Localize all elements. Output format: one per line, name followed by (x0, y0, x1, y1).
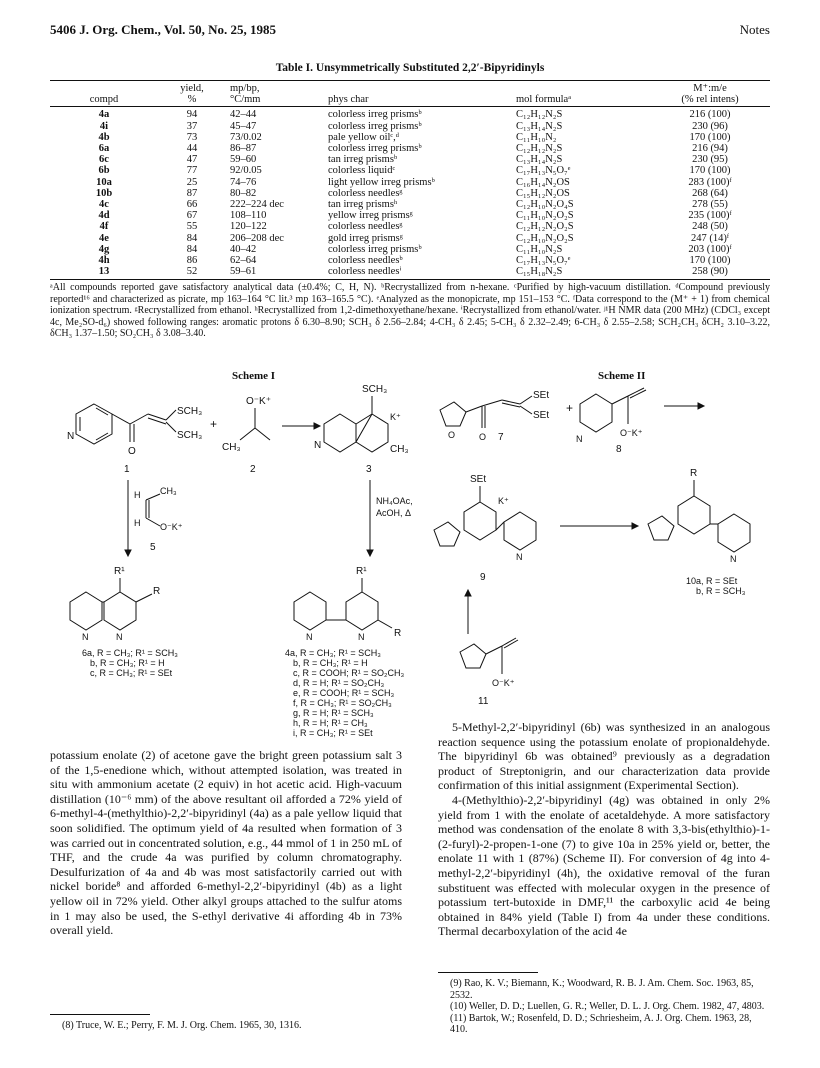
r1-label: R¹ (114, 566, 125, 577)
table-cell: C₁₇H₁₃N₅O₇ᵉ (516, 255, 571, 267)
compound-6-structure (70, 566, 160, 642)
table-cell: C₁₂H₁₂N₂S (516, 109, 563, 121)
col-header: phys char (324, 94, 512, 107)
table-cell: 94 (186, 109, 198, 121)
compound-7-structure (440, 390, 549, 443)
legend-line: f, R = CH₃; R¹ = SO₂CH₃ (293, 698, 392, 708)
legend-line: c, R = CH₃; R¹ = SEt (90, 668, 173, 678)
table-cell: 4h (98, 255, 110, 267)
table-cell: 206–208 dec (230, 232, 284, 244)
table-cell: C₁₇H₁₃N₅O₇ᵉ (516, 165, 571, 177)
table-row (50, 143, 770, 154)
scheme-i-title: Scheme I (232, 370, 276, 382)
reference: (10) Weller, D. D.; Luellen, G. R.; Weller, D. L. J. Org. Chem. 1982, 47, 4803. (450, 1001, 765, 1012)
compound-8-structure (576, 388, 646, 455)
table-cell: C₁₂H₁₂N₂S (516, 143, 563, 155)
legend-line: c, R = COOH; R¹ = SO₂CH₃ (293, 668, 405, 678)
table-cell: light yellow irreg prismsᵇ (328, 176, 435, 188)
r-label: R (153, 586, 161, 597)
table-cell: gold irreg prismsᵍ (328, 232, 403, 244)
compound-number: 5 (150, 542, 156, 553)
compound-number: 8 (616, 444, 622, 455)
col-header: mol formulaᵃ (512, 94, 650, 107)
sch3-label: SCH₃ (177, 406, 203, 417)
table-cell: C₁₃H₁₄N₂S (516, 120, 563, 132)
table-row (50, 177, 770, 188)
r-label: R (690, 468, 698, 479)
legend-line: i, R = CH₃; R¹ = SEt (293, 728, 373, 738)
n-atom-label: N (314, 440, 322, 451)
table-cell: C₁₃H₁₄N₂S (516, 154, 563, 166)
paragraph: 4-(Methylthio)-2,2′-bipyridinyl (4g) was obtained in only 2% yield from 1 with the enolate of acetaldehyde. A more satisfactory method was condensation of the enolate 8 with 3,3-bis(ethylthio)-1-(2-furyl)-2-propen-1-one (7) to give 10a in 25% yield or, better, the enolate 11 with 1 (87%) (Scheme II). For conversion of 4g into 4-methyl-2,2′-bipyridinyl (4h), the oxidative removal of the furan substituent was effected with molecular oxygen in the presence of potassium tert-butoxide in DMF,¹¹ the carboxylic acid 4e being obtained in 84% yield (Table I) from 4a under these conditions. Thermal decarboxylation of the acid 4e (438, 792, 770, 939)
table-row (50, 188, 770, 199)
table-cell: colorless needlesᵍ (328, 221, 403, 233)
table-cell: 6b (98, 165, 110, 177)
table-cell: 84 (186, 243, 198, 255)
table-cell: 4d (98, 210, 110, 222)
ok-label: O⁻K⁺ (160, 522, 183, 532)
table-cell: 55 (186, 221, 198, 233)
table-cell: 37 (186, 120, 198, 132)
compound-10-structure (648, 468, 750, 564)
plus-sign: + (210, 417, 218, 431)
table-cell: 86 (186, 255, 198, 267)
n-atom-label: N (82, 632, 89, 642)
legend-line: d, R = H; R¹ = SO₂CH₃ (293, 678, 385, 688)
table-cell: 10b (95, 187, 113, 199)
compound-number: 2 (250, 464, 256, 475)
table-cell: 230 (96) (692, 120, 728, 132)
table-cell: 84 (186, 232, 198, 244)
reagent-label: AcOH, Δ (376, 508, 412, 518)
table-cell: colorless needlesᵍ (328, 187, 403, 199)
table-cell: 120–122 (230, 221, 267, 233)
table-cell: 86–87 (230, 143, 257, 155)
references-left (62, 1020, 402, 1032)
n-atom-label: N (576, 434, 583, 444)
reference: (8) Truce, W. E.; Perry, F. M. J. Org. Chem. 1965, 30, 1316. (62, 1020, 302, 1031)
n-atom-label: N (516, 552, 523, 562)
table-cell: 230 (95) (692, 154, 728, 166)
n-atom-label: N (730, 554, 737, 564)
table-row (50, 221, 770, 232)
table-cell: colorless irreg prismsᵇ (328, 143, 422, 155)
table-cell: 258 (90) (650, 266, 770, 280)
reagent-label: NH₄OAc, (376, 496, 413, 506)
table-cell: 25 (186, 176, 198, 188)
col-header: compd (50, 94, 158, 107)
ch3-label: CH₃ (160, 486, 177, 496)
col-header: °C/mm (226, 94, 324, 107)
table-cell: 4c (99, 199, 109, 211)
table-cell: C₁₂H₁₀N₂O₂S (516, 232, 574, 244)
table-row (50, 121, 770, 132)
table-row (50, 154, 770, 165)
table-cell: 6a (98, 143, 110, 155)
footnote-rule (438, 972, 538, 973)
legend-line: 6a, R = CH₃; R¹ = SCH₃ (82, 648, 178, 658)
col-header (512, 81, 650, 95)
table-cell: 4g (98, 243, 110, 255)
table-cell: C₁₁H₁₀N₂S (516, 243, 563, 255)
compound-3-structure (314, 384, 409, 475)
sch3-label: SCH₃ (177, 430, 203, 441)
plus-sign: + (566, 401, 574, 415)
table-row (50, 255, 770, 266)
table-cell: 62–64 (230, 255, 257, 267)
legend-line: 4a, R = CH₃; R¹ = SCH₃ (285, 648, 381, 658)
table-row (50, 233, 770, 244)
table-cell: colorless needlesᵇ (328, 255, 403, 267)
set-label: SEt (470, 474, 487, 485)
table-body (50, 107, 770, 280)
table-cell: C₁₁H₁₀N₂O₂S (516, 210, 574, 222)
table-cell: C₁₁H₁₀N₂ (516, 131, 557, 143)
table-row (50, 165, 770, 176)
legend-line: b, R = SCH₃ (696, 586, 746, 596)
table-cell: 87 (186, 187, 198, 199)
compound-1-structure (67, 404, 202, 475)
r1-label: R¹ (356, 566, 367, 577)
table-cell: 235 (100)ᶠ (688, 210, 732, 222)
o-atom-label: O (479, 432, 487, 442)
table-header-row (50, 94, 770, 107)
compound-4-structure (294, 566, 401, 642)
table-cell: 4b (98, 131, 110, 143)
legend-line: b, R = CH₃; R¹ = H (293, 658, 368, 668)
table-cell: 216 (94) (692, 143, 728, 155)
table-cell: 268 (64) (692, 187, 728, 199)
legend-line: h, R = H; R¹ = CH₃ (293, 718, 368, 728)
n-atom-label: N (67, 431, 75, 442)
page-citation: 5406 J. Org. Chem., Vol. 50, No. 25, 1985 (50, 22, 277, 37)
table-cell: C₁₆H₁₄N₂OS (516, 176, 570, 188)
scheme-ii-structures (420, 384, 780, 714)
table-cell: pale yellow oilᶜ,ᵈ (328, 131, 399, 143)
table-row (50, 132, 770, 143)
table-row (50, 244, 770, 255)
compound-5-structure (134, 486, 183, 553)
legend-line: e, R = COOH; R¹ = SCH₃ (293, 688, 395, 698)
table-cell: 77 (186, 165, 198, 177)
table-cell: 47 (186, 154, 198, 166)
col-header: yield, (158, 81, 226, 95)
o-atom-label: O (128, 446, 136, 457)
table-cell: 170 (100) (689, 131, 731, 143)
table-cell: 42–44 (230, 109, 257, 121)
compound-number: 1 (124, 464, 130, 475)
scheme-i-structures (50, 384, 420, 684)
table-cell: 247 (14)ᶠ (690, 232, 730, 244)
reference: (11) Bartok, W.; Rosenfeld, D. D.; Schriesheim, A. J. Org. Chem. 1963, 28, 410. (450, 1012, 752, 1035)
n-atom-label: N (116, 632, 123, 642)
paragraph: 5-Methyl-2,2′-bipyridinyl (6b) was synthesized in an analogous reaction sequence using the potassium enolate of propionaldehyde. The bipyridinyl 6b was obtained⁹ previously as a degradation product of Streptonigrin, and our characterization data provide confirmation of this initial assignment (Experimental Section). (438, 720, 770, 793)
data-table (50, 80, 770, 280)
table-cell: 52 (158, 266, 226, 280)
table-cell: colorless irreg prismsᵇ (328, 109, 422, 121)
table-cell: 283 (100)ᶠ (688, 176, 732, 188)
compound-number: 7 (498, 432, 504, 443)
table-cell: 4e (99, 232, 109, 244)
table-row (50, 199, 770, 210)
r-label: R (394, 628, 402, 639)
table-footnotes: ᵃAll compounds reported gave satisfactory analytical data (±0.4%; C, H, N). ᵇRecrystallized from n-hexane. ᶜPurified by high-vacuum distillation. ᵈCompound previously reported¹⁶ and characterized as picrate, mp 163–164 °C lit.³ mp 163–165.5 °C). ᵉAnalyzed as the monopicrate, mp 151–153 °C. ᶠData correspond to the (M⁺ + 1) from chemical ionization spectrum. ᵍRecrystallized from ethanol. ʰRecrystallized from 1,2-dimethoxyethane/hexane. ⁱRecrystallized from ethanol/water. ʲ¹H NMR data (200 MHz) (CDCl₃ except 4c, Me₂SO-d₆) showed following ranges: aromatic protons δ 6.30–8.90; SCH₃ δ 2.56–2.84; 4-CH₃ δ 2.45; 5-CH₃ δ 2.32–2.49; 6-CH₃ δ 2.55–2.58; SCH₂CH₃ δCH₂ 3.10–3.22, δCH₃ 1.37–1.50; SO₂CH₃ δ 3.08–3.40. (50, 282, 770, 339)
compound-2-structure (222, 396, 271, 475)
h-label: H (134, 490, 141, 500)
table-cell: 74–76 (230, 176, 257, 188)
o-atom-label: O (448, 430, 456, 440)
table-row (50, 266, 770, 280)
table-cell: 73/0.02 (230, 131, 262, 143)
table-cell: 108–110 (230, 210, 267, 222)
table-cell: 66 (186, 199, 198, 211)
table-cell: yellow irreg prismsᵍ (328, 210, 413, 222)
table-cell: 170 (100) (689, 165, 731, 177)
table-cell: C₁₅H₁₂N₂OS (516, 187, 570, 199)
table-cell: 92/0.05 (230, 165, 262, 177)
ok-label: O⁻K⁺ (620, 428, 643, 438)
table-cell: colorless liquidᶜ (328, 165, 396, 177)
ch3-label: CH₃ (390, 444, 409, 455)
table-cell: 4i (99, 120, 109, 132)
kplus-label: K⁺ (390, 412, 401, 422)
table-cell: tan irreg prismsᵇ (328, 154, 398, 166)
table-cell: 4a (98, 109, 110, 121)
col-header (50, 81, 158, 95)
body-right-column (438, 720, 770, 939)
table-cell: 59–61 (226, 266, 324, 280)
sch3-label: SCH₃ (362, 384, 388, 395)
n-atom-label: N (306, 632, 313, 642)
body-left-column: potassium enolate (2) of acetone gave the bright green potassium salt 3 of the 1,5-enedione which, without attempted isolation, was treated in situ with ammonium acetate (2 equiv) in hot acetic acid. High-vacuum distillation (10⁻⁶ mm) of the above resultant oil afforded a 72% yield of 6-methyl-4-(methylthio)-2,2′-bipyridinyl (4a) as a pale yellow liquid that soon solidified. The optimum yield of 4a resulted when formation of 3 was carried out in concentrated solution, e.g., 44 mmol of 1 in 250 mL of THF, and the crude 4a was purified by column chromatography. Desulfurization of 4a and 4b was most satisfactorily carried out with nickel boride⁸ and afforded 6-methyl-2,2′-bipyridinyl (4b) as a light yellow oil in 72% yield. Other alkyl groups attached to the sulfur atoms in 1 may also be used, the S-ethyl derivative 4i affording 4b in 73% overall yield. (50, 748, 402, 938)
table-row (50, 107, 770, 121)
compound-11-structure (460, 638, 518, 707)
ok-label: O⁻K⁺ (492, 678, 515, 688)
table-cell: 248 (50) (692, 221, 728, 233)
table-cell: colorless irreg prismsᵇ (328, 243, 422, 255)
table-cell: C₁₅H₁₈N₂S (512, 266, 650, 280)
table-cell: 40–42 (230, 243, 257, 255)
table-cell: 59–60 (230, 154, 257, 166)
compound-number: 11 (478, 696, 489, 707)
scheme-ii-title: Scheme II (598, 370, 646, 382)
legend-line: 10a, R = SEt (686, 576, 738, 586)
table-cell: 44 (186, 143, 198, 155)
n-atom-label: N (358, 632, 365, 642)
table-cell: colorless needlesⁱ (324, 266, 512, 280)
table-header-row (50, 81, 770, 95)
table-cell: 4f (99, 221, 109, 233)
table-cell: 6c (99, 154, 109, 166)
col-header: (% rel intens) (650, 94, 770, 107)
set-label: SEt (533, 410, 550, 421)
legend-4 (285, 648, 404, 738)
table-cell: 10a (96, 176, 112, 188)
references-right (450, 978, 770, 1036)
legend-10 (686, 576, 745, 596)
set-label: SEt (533, 390, 550, 401)
table-cell: C₁₂H₁₂N₂O₂S (516, 221, 574, 233)
table-cell: 216 (100) (689, 109, 731, 121)
kplus-label: K⁺ (498, 496, 509, 506)
legend-6 (82, 648, 178, 678)
col-header (324, 81, 512, 95)
legend-line: b, R = CH₃; R¹ = H (90, 658, 165, 668)
table-cell: 170 (100) (689, 255, 731, 267)
table-row (50, 210, 770, 221)
table-cell: 67 (186, 210, 198, 222)
h-label: H (134, 518, 141, 528)
ok-label: O⁻K⁺ (246, 396, 272, 407)
compound-number: 3 (366, 464, 372, 475)
col-header: M⁺:m/e (650, 81, 770, 95)
table-cell: 73 (186, 131, 198, 143)
col-header: % (158, 94, 226, 107)
table-cell: C₁₂H₁₀N₂O₄S (516, 199, 574, 211)
table-cell: colorless irreg prismsᵇ (328, 120, 422, 132)
table-cell: 203 (100)ᶠ (688, 243, 732, 255)
reference: (9) Rao, K. V.; Biemann, K.; Woodward, R. B. J. Am. Chem. Soc. 1963, 85, 2532. (450, 978, 754, 1001)
table-title: Table I. Unsymmetrically Substituted 2,2′-Bipyridinyls (275, 62, 545, 74)
compound-number: 9 (480, 572, 486, 583)
table-cell: tan irreg prismsʰ (328, 199, 398, 211)
table-cell: 278 (55) (692, 199, 728, 211)
table-cell: 13 (50, 266, 158, 280)
ch3-label: CH₃ (222, 442, 241, 453)
table-cell: 222–224 dec (230, 199, 284, 211)
table-cell: 45–47 (230, 120, 257, 132)
compound-9-structure (434, 474, 536, 583)
table-cell: 80–82 (230, 187, 257, 199)
footnote-rule (50, 1014, 150, 1015)
legend-line: g, R = H; R¹ = SCH₃ (293, 708, 374, 718)
section-name: Notes (739, 22, 770, 37)
col-header: mp/bp, (226, 81, 324, 95)
